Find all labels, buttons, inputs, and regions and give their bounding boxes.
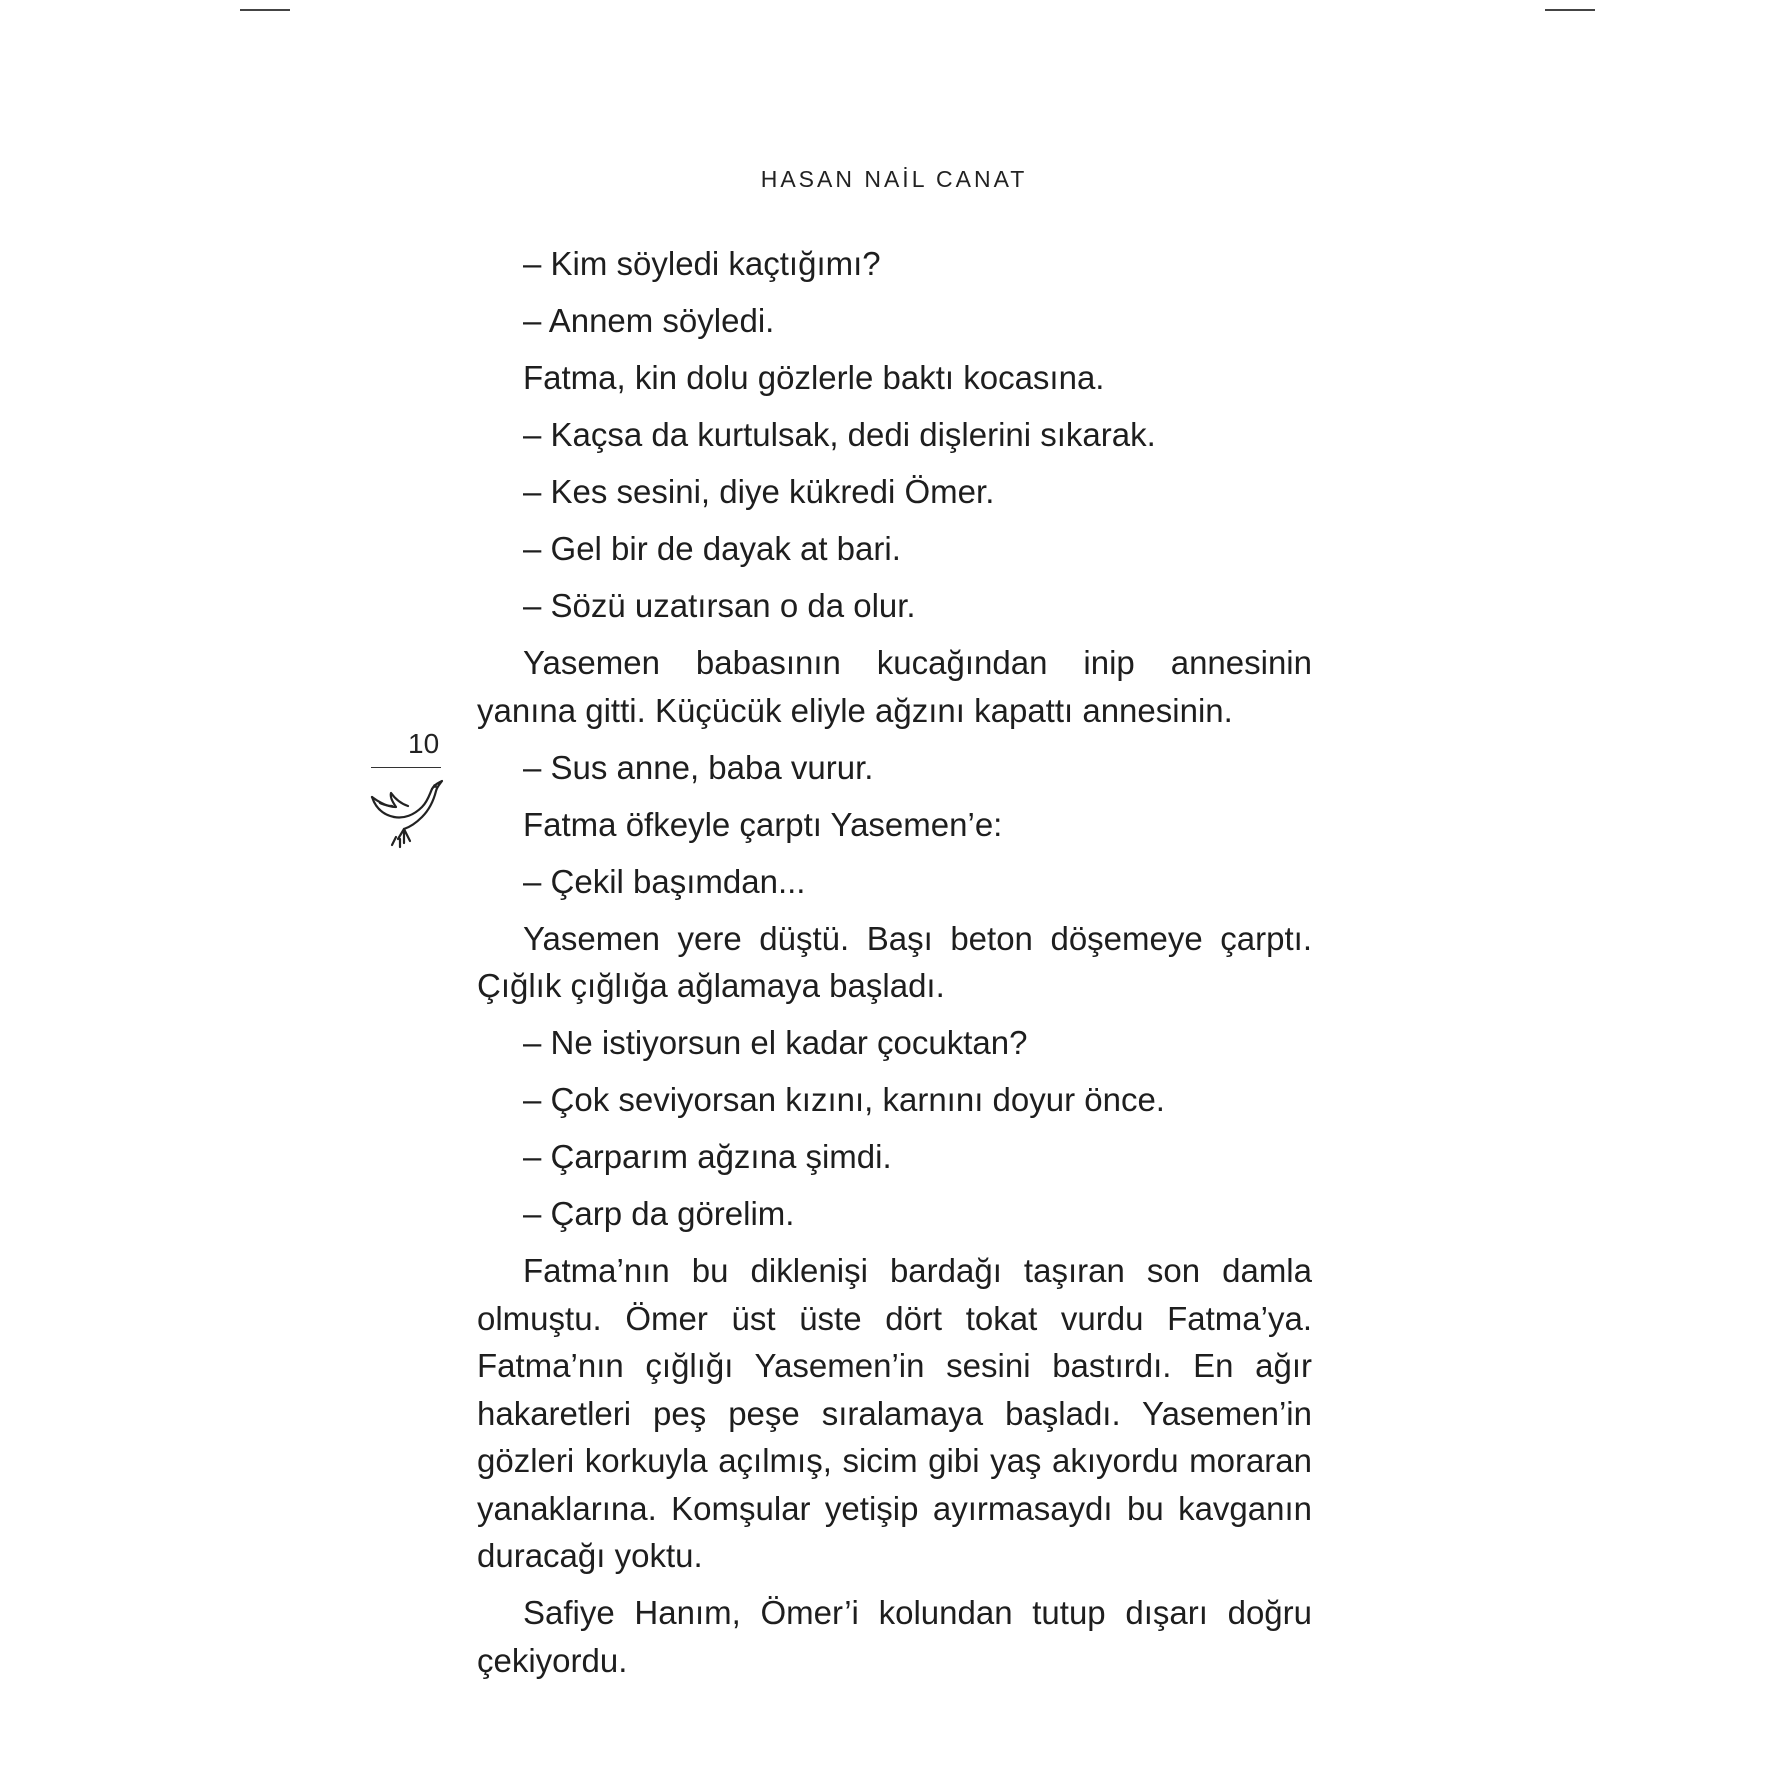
paragraph: – Sözü uzatırsan o da olur.: [523, 587, 916, 624]
paragraph: – Annem söyledi.: [523, 302, 775, 339]
paragraph: Safiye Hanım, Ömer’i kolundan tutup dışarı doğru çekiyordu.: [477, 1594, 1312, 1679]
paragraph: – Sus anne, baba vurur.: [523, 748, 874, 786]
paragraph: – Çarparım ağzına şimdi.: [523, 1138, 892, 1175]
paragraph: – Kim söyledi kaçtığımı?: [523, 245, 881, 282]
paragraph: – Kes sesini, diye kükredi Ömer.: [523, 473, 995, 510]
paragraph: Yasemen babasının kucağından inip annesinin yanına gitti. Küçücük eliyle ağzını kapattı annesinin.: [477, 644, 1312, 729]
folio-rule: [371, 767, 441, 768]
crop-mark-right: [1545, 9, 1595, 11]
paragraph: Yasemen yere düştü. Başı beton döşemeye çarptı. Çığlık çığlığa ağlamaya başladı.: [477, 919, 1312, 1004]
paragraph: – Gel bir de dayak at bari.: [523, 530, 901, 567]
paragraph: – Çekil başımdan...: [523, 862, 806, 900]
crop-mark-left: [240, 9, 290, 11]
page-number: 10: [408, 728, 440, 759]
paragraph: – Çarp da görelim.: [523, 1195, 795, 1232]
dove-icon: [370, 773, 444, 849]
paragraph: Fatma, kin dolu gözlerle baktı kocasına.: [523, 359, 1105, 396]
paragraph: – Kaçsa da kurtulsak, dedi dişlerini sıkarak.: [523, 416, 1156, 453]
paragraph: – Çok seviyorsan kızını, karnını doyur önce.: [523, 1081, 1165, 1118]
body-text: [477, 240, 1312, 1694]
paragraph: – Ne istiyorsun el kadar çocuktan?: [523, 1024, 1028, 1061]
running-head-author: HASAN NAİL CANAT: [760, 166, 1028, 192]
paragraph: Fatma’nın bu diklenişi bardağı taşıran son damla olmuştu. Ömer üst üste dört tokat vurdu Fatma’ya. Fatma’nın çığlığı Yasemen’in sesini bastırdı. En ağır hakaretleri peş peşe sıralamaya başladı. Yasemen’in gözleri korkuyla açılmış, sicim gibi yaş akıyordu moraran yanaklarına. Komşular yetişip ayırmasaydı bu kavganın duracağı yoktu.: [477, 1252, 1312, 1574]
paragraph: Fatma öfkeyle çarptı Yasemen’e:: [523, 805, 1003, 843]
